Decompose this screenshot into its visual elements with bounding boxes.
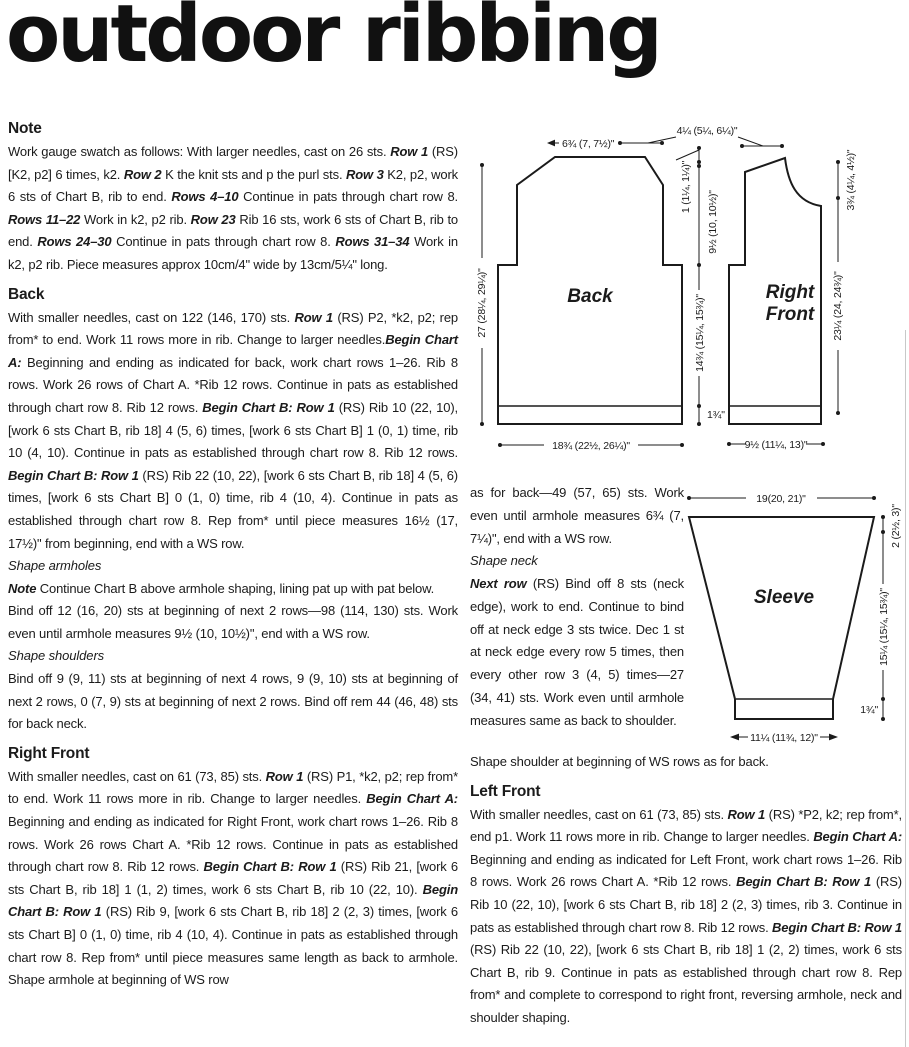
armholes-note: Note Continue Chart B above armhole shaping, lining pat up with pat below. (8, 580, 435, 596)
sleeve-bottom-arrow-right (829, 734, 838, 741)
sleeve-bottom-arrow-left (730, 734, 739, 741)
rib-height-label: 1¾" (707, 409, 725, 421)
shoulder-width-label: 6¾ (7, 7½)" (562, 138, 615, 150)
sleeve-bottom-width-label: 11¼ (11¾, 12)" (750, 732, 818, 744)
armholes-body: Bind off 12 (16, 20) sts at beginning of next 2 rows—98 (114, 130) sts. Work even until armhole measures 9½ (10, 10½)", end with a WS row. (8, 603, 458, 641)
body-pieces-schematic (460, 110, 909, 470)
front-neck-depth-label: 3¾ (4¼, 4½)" (845, 149, 857, 211)
back-piece-label: Back (567, 286, 613, 307)
shape-armholes-subhead: Shape armholes (8, 558, 102, 574)
front-height-label: 23¼ (24, 24¾)" (832, 271, 844, 341)
front-width-label: 9½ (11¼, 13)" (744, 439, 808, 451)
right-column (460, 110, 909, 1047)
sleeve-length-label: 15¼ (15¼, 15¾)" (878, 588, 890, 666)
right-front-piece-label-1: Right (765, 282, 815, 303)
sleeve-top-width-label: 19(20, 21)" (756, 493, 806, 505)
sleeve-piece-label: Sleeve (753, 587, 815, 608)
note-heading: Note (8, 120, 42, 137)
back-height-label: 27 (28¼, 29¼)" (476, 268, 488, 338)
back-body: With smaller needles, cast on 122 (146, 170) sts. Row 1 (RS) P2, *k2, p2; rep from* to end. Work 11 rows more in rib. Change to larger needles.Begin Chart A: Beginning and ending as indicated for back, work chart rows 1–26. Rib 8 rows. Work 26 rows of Chart A. *Rib 12 rows. Continue in pats as established through chart row 8. Rib 12 rows. Begin Chart B: Row 1 (RS) Rib 10 (22, 10), [work 6 sts Chart B, rib 18] 4 (5, 6) times, [work 6 sts Chart B] 1 (0, 1) time, rib 10 (4, 10). Continue in pats as established through chart row 8. Rib 12 rows. Begin Chart B: Row 1 (RS) Rib 22 (10, 22), [work 6 sts Chart B, rib 18] 4 (5, 6) times, [work 6 sts Chart B] 0 (1, 0) time, rib 4 (10, 4). Continue in pats as established through chart row 8. Rep from* until piece measures 16½ (17, 17½)" from beginning, end with a WS row. (8, 309, 458, 551)
page-title: outdoor ribbing (6, 0, 660, 80)
bottom-text-block (470, 751, 902, 1030)
sleeve-rib-height-label: 1¾" (860, 704, 878, 716)
shape-shoulders-subhead: Shape shoulders (8, 648, 105, 664)
neck-width-label: 4¼ (5¼, 6¼)" (676, 125, 738, 137)
shoulder-slope-leader (676, 150, 699, 160)
sleeve-cap-label: 2 (2½, 3)" (890, 504, 902, 548)
body-length-label: 14¾ (15¼, 15¾)" (694, 294, 706, 372)
shape-neck-subhead: Shape neck (470, 553, 538, 569)
middle-text-column (470, 482, 684, 757)
right-front-continuation: as for back—49 (57, 65) sts. Work even until armhole measures 6¾ (7, 7¼)", end with a WS row. (470, 485, 684, 546)
sleeve-schematic (680, 482, 909, 757)
shoulders-body: Bind off 9 (9, 11) sts at beginning of next 4 rows, 9 (9, 10) sts at beginning of next 2 rows, 0 (7, 9) sts at beginning of next 2 rows. Bind off rem 44 (46, 48) sts for back neck. (8, 671, 458, 732)
shoulder-width-arrow (547, 140, 555, 147)
right-front-heading: Right Front (8, 744, 90, 762)
left-front-heading: Left Front (470, 782, 541, 800)
back-width-label: 18¾ (22½, 26¼)" (552, 440, 630, 452)
left-column (8, 120, 458, 992)
neck-shaping-body: Next row (RS) Bind off 8 sts (neck edge), work to end. Continue to bind off at neck edge 3 sts twice. Dec 1 st at neck edge every row 5 times, then every other row 3 (4, 5) times—27 (34, 41) sts. Work even until armhole measures same as back to shoulder. (470, 575, 685, 728)
left-front-body: With smaller needles, cast on 61 (73, 85) sts. Row 1 (RS) *P2, k2; rep from*, end p1. Work 11 rows more in rib. Change to larger needles. Begin Chart A: Beginning and ending as indicated for Left Front, work chart rows 1–26. Rib 8 rows. Work 26 rows Chart A. *Rib 12 rows. Begin Chart B: Row 1 (RS) Rib 10 (22, 10), [work 6 sts Chart B, rib 18] 2 (2, 3) times, rib 3. Continue in pats as established through chart row 8. Rib 12 rows. Begin Chart B: Row 1 (RS) Rib 22 (10, 22), [work 6 sts Chart B, rib 18] 1 (2, 2) times, work 6 sts Chart B, rib 9. Continue in pats as established through chart row 8. Rep from* and complete to correspond to right front, reversing armhole, neck and shoulder shaping. (470, 806, 902, 1025)
shoulder-slope-label: 1 (1¼, 1¼)" (680, 160, 692, 214)
middle-row (470, 482, 909, 757)
shoulder-shaping-line: Shape shoulder at beginning of WS rows as for back. (470, 754, 769, 769)
back-heading: Back (8, 285, 45, 303)
right-front-piece-label-2: Front (765, 304, 815, 325)
note-body: Work gauge swatch as follows: With larger needles, cast on 26 sts. Row 1 (RS) [K2, p2] 6 times, k2. Row 2 K the knit sts and p the purl sts. Row 3 K2, p2, work 6 sts of Chart B, rib to end. Rows 4–10 Continue in pats through chart row 8. Rows 11–22 Work in k2, p2 rib. Row 23 Rib 16 sts, work 6 sts of Chart B, rib to end. Rows 24–30 Continue in pats through chart row 8. Rows 31–34 Work in k2, p2 rib. Piece measures approx 10cm/4" wide by 13cm/5¼" long. (8, 144, 459, 272)
armhole-depth-label: 9½ (10, 10½)" (707, 190, 719, 254)
sleeve-piece-outline (689, 517, 874, 719)
right-front-body: With smaller needles, cast on 61 (73, 85) sts. Row 1 (RS) P1, *k2, p2; rep from* to end. Work 11 rows more in rib. Change to larger needles. Begin Chart A: Beginning and ending as indicated for Right Front, work chart rows 1–26. Rib 8 rows. Work 26 rows Chart A. *Rib 12 rows. Continue in pats as established through chart row 8. Rib 12 rows. Begin Chart B: Row 1 (RS) Rib 21, [work 6 sts Chart B, rib 18] 1 (1, 2) times, work 6 sts Chart B, rib 10 (22, 10). Begin Chart B: Row 1 (RS) Rib 9, [work 6 sts Chart B, rib 18] 2 (2, 3) times, [work 6 sts Chart B] 0 (1, 0) time, rib 4 (10, 4). Continue in pats as established through chart row 8. Rep from* until piece measures same length as back to armhole. Shape armhole at beginning of WS row (8, 768, 458, 988)
